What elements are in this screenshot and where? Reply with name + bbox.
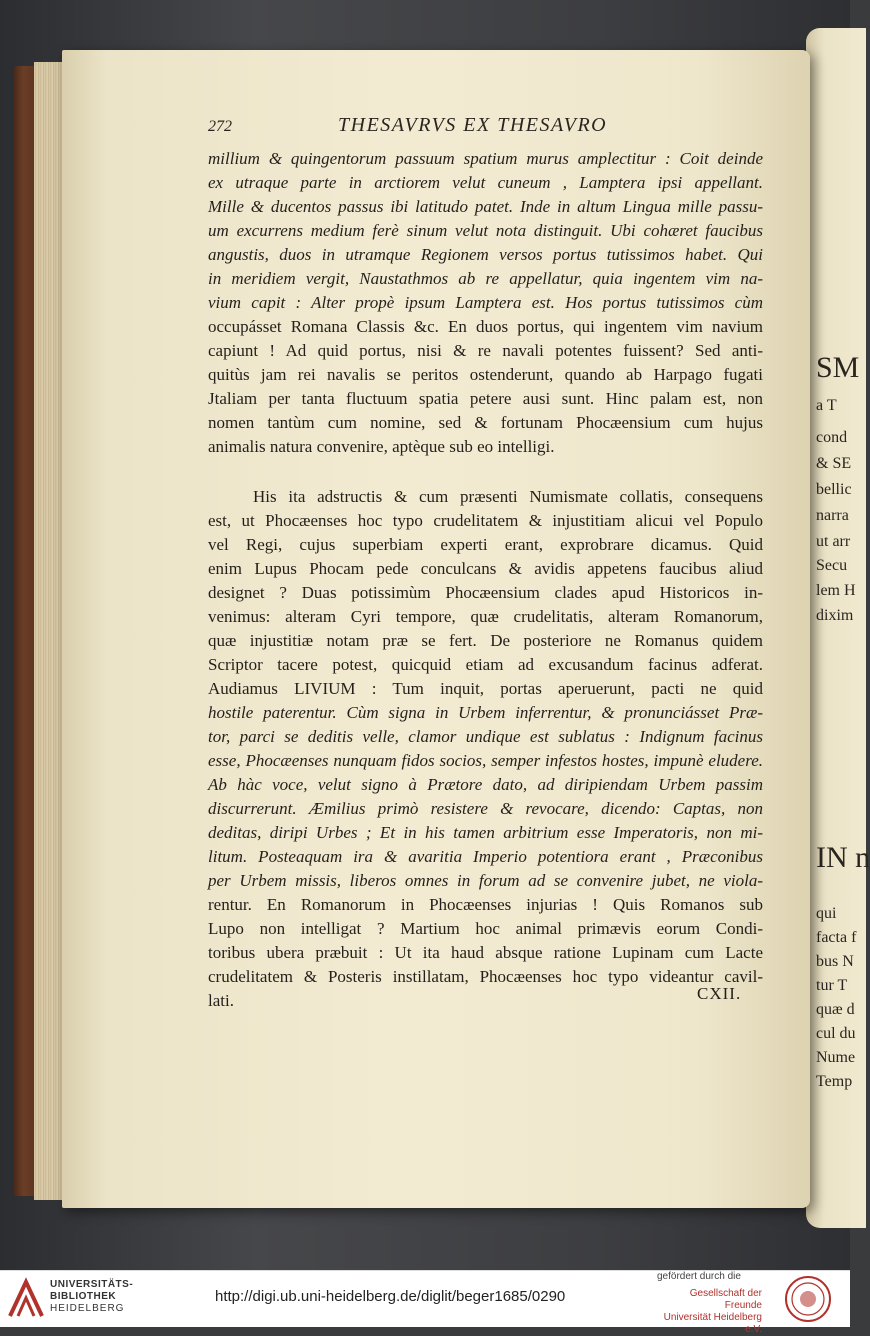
sponsor-name[interactable]: Gesellschaft der Freunde Universität Heidelberg e.V. [663, 1288, 762, 1335]
text-line: Mille & ducentos passus ibi latitudo patet. Inde in altum Lingua mille passu- [208, 197, 763, 216]
text-line: tor, parci se deditis velle, clamor undique est sublatus : Indignum facinus [208, 727, 763, 746]
text-line: venimus: alteram Cyri tempore, quæ crudelitatis, alteram Romanorum, [208, 607, 763, 626]
text-line: hostile paterentur. Cùm signa in Urbem inferrentur, & pronunciásset Præ- [208, 703, 763, 722]
facing-page-fragment: bus N [816, 953, 854, 970]
text-line: toribus ubera præbuit : Ut ita haud absque ratione Lupinam cum Lacte [208, 943, 763, 962]
text-line: His ita adstructis & cum præsenti Numismate collatis, consequens [253, 487, 763, 506]
viewer-footer [0, 1270, 850, 1335]
facing-page-fragment: Secu [816, 557, 848, 574]
facing-page [806, 28, 870, 1228]
running-title: THESAVRVS EX THESAVRO [338, 114, 608, 136]
text-line: quæ injustitiæ notam præ se fert. De posteriore ne Romanus quidem [208, 631, 763, 650]
text-line: in meridiem vergit, Naustathmos ab re appellatur, quia ingentem vim na- [208, 269, 763, 288]
text-line: Audiamus LIVIUM : Tum inquit, portas aperuerunt, pacti ne quid [208, 679, 763, 698]
page-number: 272 [208, 118, 232, 135]
text-line: Scriptor tacere potest, quicquid etiam ad excusandum facinus adferat. [208, 655, 763, 674]
text-line: litum. Posteaquam ira & avaritia Imperio potentiora erant , Præconibus [208, 847, 763, 866]
text-line: Lupo non intelligat ? Martium hoc animal primævis eorum Condi- [208, 919, 763, 938]
text-line: deditas, diripi Urbes ; Et in his tamen arbitrium esse Imperatoris, non mi- [208, 823, 763, 842]
facing-page-fragment: & SE [816, 455, 852, 472]
text-line: designet ? Duas potissimùm Phocæensium clades apud Historicos in- [208, 583, 763, 602]
facing-page-fragment: narra [816, 507, 849, 524]
institution-name[interactable]: UNIVERSITÄTS- BIBLIOTHEK HEIDELBERG [50, 1279, 134, 1314]
facing-page-fragment: facta f [816, 929, 857, 946]
facing-page-fragment: SM [816, 351, 860, 384]
text-line: animalis natura convenire, aptèque sub eo intelligi. [208, 437, 555, 456]
facing-page-fragment: IN n [816, 841, 870, 874]
funded-by-label: gefördert durch die [657, 1271, 741, 1282]
text-line: est, ut Phocæenses hoc typo crudelitatem & injustitiam alicui vel Populo [208, 511, 763, 530]
text-line: nomen tantùm cum nomine, sed & fortunam Phocæensium cum hujus [208, 413, 763, 432]
university-library-logo-icon[interactable] [8, 1280, 44, 1318]
text-line: vel Regi, cujus superbiam experti erant, exprobrare dicamus. Quid [208, 535, 763, 554]
facing-page-fragment: tur T [816, 977, 848, 994]
catchword: CXII. [697, 984, 742, 1003]
facing-page-fragment: a T [816, 397, 837, 414]
text-line: occupásset Romana Classis &c. En duos portus, qui ingentem vim navium [208, 317, 763, 336]
text-line: millium & quingentorum passuum spatium murus amplectitur : Coit deinde [208, 149, 763, 168]
text-line: capiunt ! Ad quid portus, nisi & re navali potentes fuissent? Sed anti- [208, 341, 763, 360]
facing-page-fragment: cul du [816, 1025, 856, 1042]
text-line: Jtaliam per tanta fluctuum spatia petere ausi sunt. Hinc palam est, non [208, 389, 763, 408]
text-line: enim Lupus Phocam pede conculcans & avidis appetens faucibus aliud [208, 559, 763, 578]
facing-page-fragment: Nume [816, 1049, 856, 1066]
text-line: ex utraque parte in arctiorem velut cuneum , Lamptera ipsi appellant. [208, 173, 763, 192]
university-seal-icon[interactable] [784, 1275, 832, 1323]
text-line: rentur. En Romanorum in Phocæenses injurias ! Quis Romanos sub [208, 895, 763, 914]
facing-page-fragment: ut arr [816, 533, 851, 550]
facing-page-fragment: dixim [816, 607, 854, 624]
text-line: crudelitatem & Posteris instillatam, Phocæenses hoc typo videantur cavil- [208, 967, 763, 986]
text-line: quitùs jam rei navalis se peritos ostenderunt, quando ab Harpago fugati [208, 365, 763, 384]
facing-page-fragment: qui [816, 905, 837, 922]
facing-page-fragment: Temp [816, 1073, 853, 1090]
text-line: discurrerunt. Æmilius primò resistere & revocare, dicendo: Captas, non [208, 799, 763, 818]
text-line: vium capit : Alter propè ipsum Lamptera est. Hos portus tutissimos cùm [208, 293, 763, 312]
text-line: Ab hàc voce, velut signo à Prætore dato, ad diripiendam Urbem passim [208, 775, 763, 794]
text-line: angustis, duos in utramque Regionem versos portus tutissimos habet. Qui [208, 245, 763, 264]
text-line: lati. [208, 991, 234, 1010]
text-line: um excurrens medium ferè sinum velut nota distinguit. Ubi cohæret faucibus [208, 221, 763, 240]
text-line: esse, Phocæenses nunquam fidos socios, semper infestos hostes, impunè eludere. [208, 751, 763, 770]
facing-page-fragment: bellic [816, 481, 852, 498]
permalink[interactable]: http://digi.ub.uni-heidelberg.de/diglit/beger1685/0290 [215, 1288, 566, 1305]
facing-page-fragment: lem H [816, 582, 856, 599]
facing-page-fragment: quæ d [816, 1001, 855, 1018]
facing-page-fragment: cond [816, 429, 848, 446]
text-line: per Urbem missis, liberos omnes in forum ad se convenire jubet, ne viola- [208, 871, 763, 890]
